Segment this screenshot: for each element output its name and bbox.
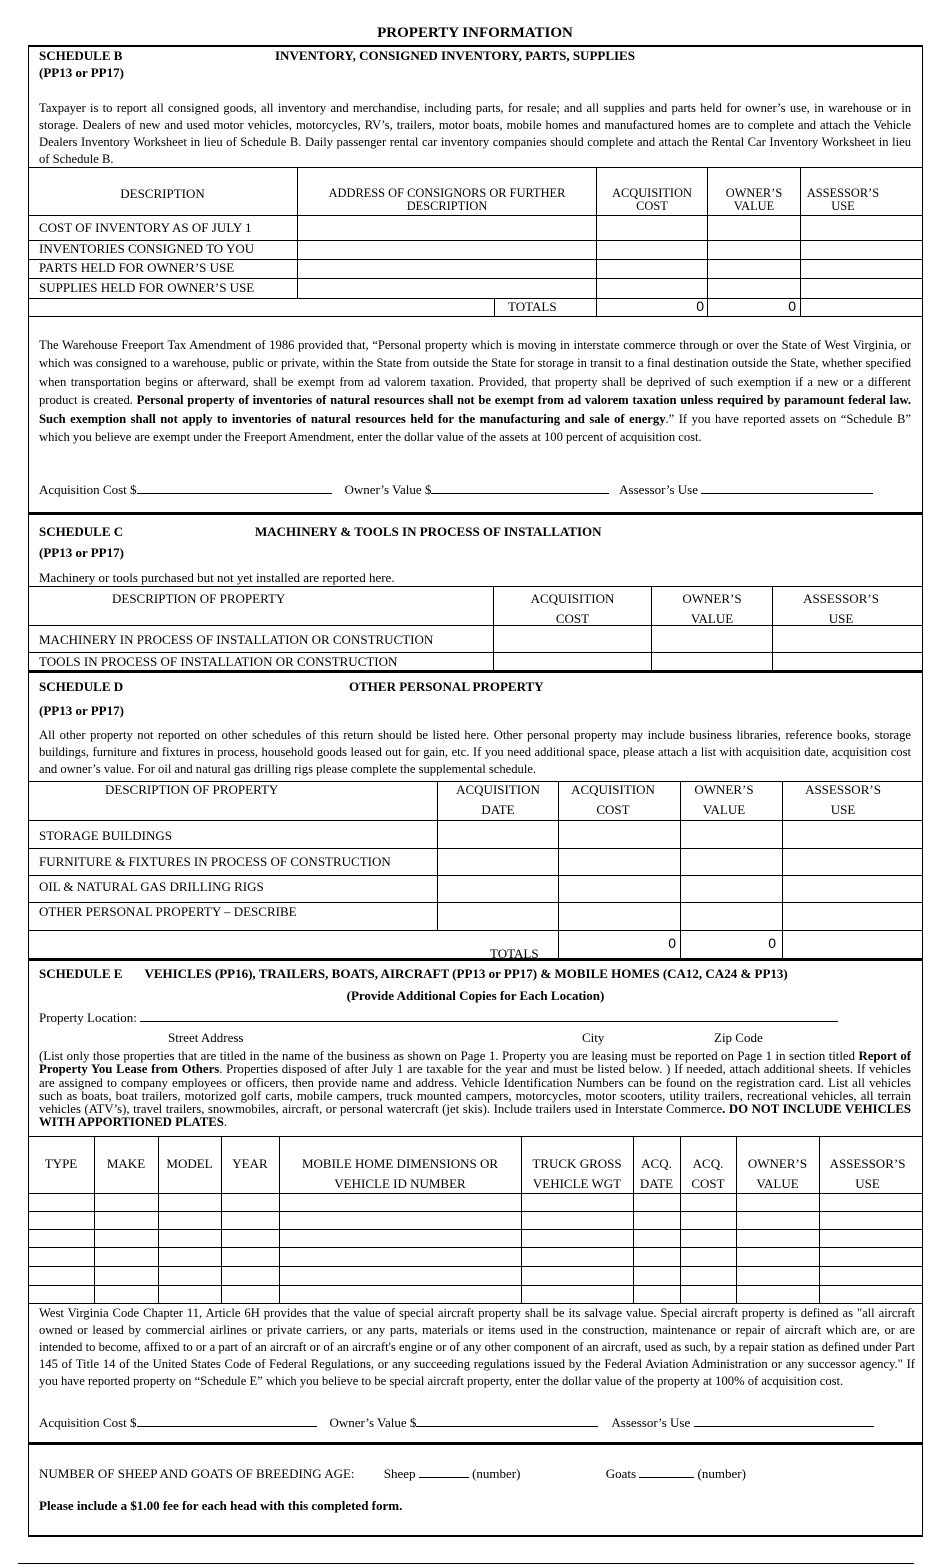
livestock-fee-note: Please include a $1.00 fee for each head with this completed form.: [39, 1498, 403, 1513]
goats-count-field[interactable]: [639, 1465, 694, 1478]
special-aircraft-text: West Virginia Code Chapter 11, Article 6H provides that the value of special aircraft property shall be its salvage value. Special aircraft property is defined as "all aircraft owned or leased by commercial airlines or private carriers, or any parts, materials or items used in the construction, maintenance or repair of aircraft which are, or are intended to become, affixed to or a part of an aircraft or of an aircraft's engine or of any other component of an aircraft, used as such, by a repair station as defined under Part 145 of Title 14 of the United States Code of Federal Regulations, or any succeeding regulations issued by the Federal Aviation Administration or any successor agency." If you have reported property on “Schedule E” which you believe to be special aircraft property, enter the dollar value of the property at 100% of acquisition cost.: [39, 1306, 915, 1388]
schedule-b-col-description: DESCRIPTION: [120, 186, 205, 201]
schedule-b-total-owner[interactable]: 0: [788, 298, 796, 314]
sheep-count-field[interactable]: [419, 1465, 469, 1478]
vehicle-col-assessor-use: ASSESSOR’S USE: [829, 1156, 906, 1191]
aircraft-assessor-field: [694, 1414, 874, 1427]
schedule-d-row-other: OTHER PERSONAL PROPERTY – DESCRIBE: [39, 904, 297, 919]
schedule-d-row-storage: STORAGE BUILDINGS: [39, 828, 173, 843]
vehicle-col-type: TYPE: [44, 1156, 78, 1171]
freeport-amendment-text: The Warehouse Freeport Tax Amendment of 1986 provided that, “Personal property which is moving in interstate commerce through or over the State of West Virginia, or which was consigned to a warehouse, public or private, within the State from outside the State for storage in transit to a final destination outside the State, whether specified when transportation begins or afterward, shall be exempt from ad valorem taxation. Provided, that property shall be deprived of such exemption if a new or a different product is created. Personal property of inventories of natural resources shall not be exempt from ad valorem taxation unless required by paramount federal law. Such exemption shall not apply to inventories of natural resources held for the manufacturing and sale of energy.” If you have reported assets on “Schedule B” which you believe are exempt under the Freeport Amendment, enter the dollar value of the assets at 100 percent of acquisition cost.: [39, 338, 911, 445]
schedule-d-col-owner: OWNER’S VALUE: [694, 782, 754, 817]
schedule-b-intro: Taxpayer is to report all consigned goods, all inventory and merchandise, including parts, for resale; and all supplies and parts held for owner’s use, in warehouse or in storage. Dealers of new and used motor vehicles, motorcycles, RV’s, trailers, motor boats, mobile homes and manufactured homes are to complete and attach the Vehicle Dealers Inventory Worksheet in lieu of Schedule B. Daily passenger rental car inventory companies should complete and attach the Rental Car Inventory Worksheet in lieu of Schedule B.: [39, 101, 911, 166]
schedule-c-row-machinery: MACHINERY IN PROCESS OF INSTALLATION OR CONSTRUCTION: [39, 632, 434, 647]
freeport-values-line: Acquisition Cost $ Owner’s Value $ Assessor’s Use: [39, 481, 873, 498]
schedule-e-subheading: (Provide Additional Copies for Each Location): [346, 988, 605, 1003]
aircraft-acquisition-field[interactable]: [137, 1414, 317, 1427]
schedule-c-label: SCHEDULE C: [39, 524, 124, 539]
schedule-b-row-inventory: COST OF INVENTORY AS OF JULY 1: [39, 220, 252, 235]
page-title: PROPERTY INFORMATION: [377, 25, 573, 41]
vehicle-col-gross-weight: TRUCK GROSS VEHICLE WGT: [532, 1156, 622, 1191]
schedule-c-col-description: DESCRIPTION OF PROPERTY: [112, 591, 286, 606]
freeport-owner-field[interactable]: [431, 481, 609, 494]
aircraft-values-line: Acquisition Cost $ Owner’s Value $ Assessor’s Use: [39, 1414, 874, 1431]
schedule-d-col-date: ACQUISITION DATE: [456, 782, 540, 817]
schedule-d-totals-label: TOTALS: [490, 946, 539, 958]
freeport-acquisition-field[interactable]: [137, 481, 332, 494]
aircraft-owner-field[interactable]: [416, 1414, 598, 1427]
schedule-b-total-acquisition[interactable]: 0: [696, 298, 704, 314]
vehicle-col-model: MODEL: [166, 1156, 213, 1171]
schedule-c-heading: MACHINERY & TOOLS IN PROCESS OF INSTALLATION: [255, 524, 602, 539]
property-location-field[interactable]: [140, 1009, 838, 1022]
schedule-e-header: SCHEDULE E VEHICLES (PP16), TRAILERS, BOATS, AIRCRAFT (PP13 or PP17) & MOBILE HOMES (CA12, CA24 & PP13): [39, 966, 788, 981]
zip-code-label: Zip Code: [714, 1030, 763, 1045]
schedule-c-col-acquisition: ACQUISITION COST: [530, 591, 615, 626]
schedule-c-code: (PP13 or PP17): [39, 545, 124, 560]
schedule-d-intro: All other property not reported on other schedules of this return should be listed here. Other personal property may include business libraries, reference books, storage buildings, furniture and fixtures in process, household goods leased out for gain, etc. If you need additional space, please attach a list with acquisition date, acquisition cost and owner’s value. For oil and natural gas drilling rigs please complete the supplemental schedule.: [39, 728, 911, 776]
schedule-b-col-owner: OWNER’S VALUE: [725, 186, 783, 213]
street-address-label: Street Address: [168, 1030, 244, 1045]
schedule-d-total-cost[interactable]: 0: [668, 935, 676, 951]
schedule-c-intro: Machinery or tools purchased but not yet installed are reported here.: [39, 570, 395, 585]
schedule-b-col-address: ADDRESS OF CONSIGNORS OR FURTHER DESCRIPTION: [328, 186, 566, 213]
schedule-b-row-parts: PARTS HELD FOR OWNER’S USE: [39, 260, 235, 275]
schedule-b-row-consigned: INVENTORIES CONSIGNED TO YOU: [39, 241, 255, 256]
livestock-label: NUMBER OF SHEEP AND GOATS OF BREEDING AGE:: [39, 1466, 355, 1481]
schedule-c-row-tools: TOOLS IN PROCESS OF INSTALLATION OR CONSTRUCTION: [39, 654, 398, 669]
schedule-b-col-acquisition: ACQUISITION COST: [612, 186, 692, 213]
vehicle-col-acq-cost: ACQ. COST: [691, 1156, 725, 1191]
livestock-section: [28, 1444, 923, 1537]
property-location-line: Property Location:: [39, 1009, 838, 1026]
schedule-b-totals-label: TOTALS: [508, 299, 557, 314]
bottom-rule: [18, 1563, 914, 1564]
vehicle-col-vin: MOBILE HOME DIMENSIONS OR VEHICLE ID NUMBER: [301, 1156, 499, 1191]
schedule-d-label: SCHEDULE D: [39, 679, 124, 694]
schedule-d-code: (PP13 or PP17): [39, 703, 124, 718]
schedule-d-heading: OTHER PERSONAL PROPERTY: [349, 679, 544, 694]
schedule-b-row-supplies: SUPPLIES HELD FOR OWNER’S USE: [39, 280, 255, 295]
vehicle-col-year: YEAR: [232, 1156, 268, 1171]
schedule-b-code: (PP13 or PP17): [39, 65, 124, 80]
schedule-e-note: (List only those properties that are titled in the name of the business as shown on Page 1. Property you are leasing must be reported on Page 1 in section titled Report of Property You Lease from Others. Properties disposed of after July 1 are taxable for the year and must be listed below. ) If needed, attach additional sheets. If vehicles are assigned to company employees or officers, then provide name and address. Vehicle Identification Numbers can be found on the registration card. List all vehicles such as boats, boat trailers, motorized golf carts, mobile campers, truck mounted campers, motorcycles, motor scooters, utility trailers, recreational vehicles, all terrain vehicles (ATV’s), travel trailers, snowmobiles, aircraft, or personal watercraft (jet skis). Include trailers used in Interstate Commerce. DO NOT INCLUDE VEHICLES WITH APPORTIONED PLATES.: [39, 1049, 911, 1130]
vehicle-col-acq-date: ACQ. DATE: [639, 1156, 674, 1191]
schedule-d-col-description: DESCRIPTION OF PROPERTY: [105, 782, 279, 797]
schedule-d-row-furniture: FURNITURE & FIXTURES IN PROCESS OF CONSTRUCTION: [39, 854, 391, 869]
vehicle-col-owner-value: OWNER’S VALUE: [747, 1156, 808, 1191]
schedule-d-col-cost: ACQUISITION COST: [571, 782, 655, 817]
vehicle-col-make: MAKE: [106, 1156, 146, 1171]
schedule-b-col-assessor: ASSESSOR’S USE: [806, 186, 880, 213]
schedule-c-col-owner: OWNER’S VALUE: [682, 591, 742, 626]
schedule-b-label: SCHEDULE B: [39, 48, 123, 63]
schedule-b-heading: INVENTORY, CONSIGNED INVENTORY, PARTS, SUPPLIES: [275, 48, 635, 63]
livestock-line: NUMBER OF SHEEP AND GOATS OF BREEDING AGE: Sheep (number) Goats (number): [39, 1466, 746, 1481]
freeport-assessor-field: [701, 481, 873, 494]
schedule-d-col-assessor: ASSESSOR’S USE: [805, 782, 881, 817]
schedule-d-total-owner[interactable]: 0: [768, 935, 776, 951]
schedule-c-col-assessor: ASSESSOR’S USE: [803, 591, 879, 626]
schedule-d-row-drilling-rigs: OIL & NATURAL GAS DRILLING RIGS: [39, 879, 264, 894]
city-label: City: [582, 1030, 605, 1045]
